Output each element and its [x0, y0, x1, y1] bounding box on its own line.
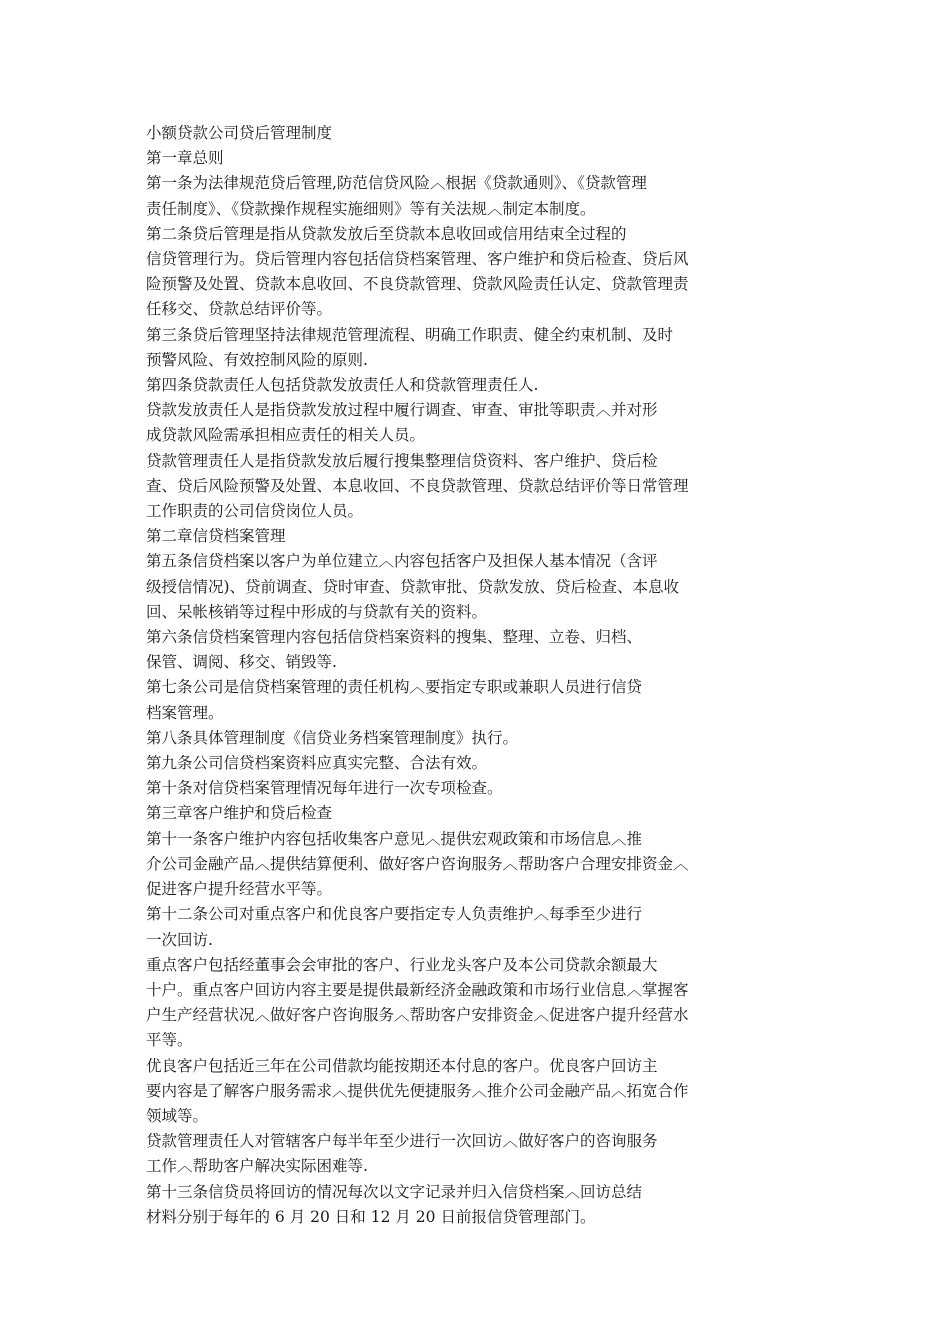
text-line: 贷款管理责任人是指贷款发放后履行搜集整理信贷资料、客户维护、贷后检 — [146, 451, 658, 470]
paragraph — [146, 549, 746, 625]
paragraph — [146, 1054, 746, 1130]
text-line: 优良客户包括近三年在公司借款均能按期还本付息的客户。优良客户回访主 — [146, 1056, 658, 1075]
paragraph — [146, 449, 746, 525]
paragraph — [146, 524, 746, 549]
text-line: 贷款管理责任人对管辖客户每半年至少进行一次回访︿做好客户的咨询服务 — [146, 1132, 658, 1151]
text-line: 平等。 — [146, 1031, 193, 1050]
text-line: 第八条具体管理制度《信贷业务档案管理制度》执行。 — [146, 728, 519, 747]
paragraph — [146, 625, 746, 675]
paragraph — [146, 902, 746, 952]
text-line: 档案管理。 — [146, 703, 224, 722]
text-line: 重点客户包括经董事会会审批的客户、行业龙头客户及本公司贷款余额最大 — [146, 955, 658, 974]
document-body — [146, 121, 746, 1230]
text-line: 贷款发放责任人是指贷款发放过程中履行调查、审查、审批等职责︿并对形 — [146, 401, 658, 420]
text-line: 小额贷款公司贷后管理制度 — [146, 124, 333, 142]
paragraph — [146, 323, 746, 373]
text-line: 第九条公司信贷档案资料应真实完整、合法有效。 — [146, 754, 488, 773]
paragraph — [146, 222, 746, 323]
document-title — [146, 121, 746, 146]
text-line: 责任制度》、《贷款操作规程实施细则》等有关法规︿制定本制度。 — [146, 199, 596, 218]
text-line: 领域等。 — [146, 1106, 209, 1125]
text-line: 第一条为法律规范贷后管理,防范信贷风险︿根据《贷款通则》、《贷款管理 — [146, 174, 647, 193]
text-line: 一次回访. — [146, 930, 213, 949]
text-line: 第十三条信贷员将回访的情况每次以文字记录并归入信贷档案︿回访总结 — [146, 1182, 643, 1201]
text-line: 工作职责的公司信贷岗位人员。 — [146, 502, 364, 521]
text-line: 第二章信贷档案管理 — [146, 527, 286, 546]
text-line: 查、贷后风险预警及处置、本息收回、不良贷款管理、贷款总结评价等日常管理 — [146, 476, 689, 495]
text-line: 促进客户提升经营水平等。 — [146, 880, 333, 899]
paragraph — [146, 1180, 746, 1230]
paragraph — [146, 146, 746, 171]
text-line: 第十一条客户维护内容包括收集客户意见︿提供宏观政策和市场信息︿推 — [146, 829, 643, 848]
paragraph — [146, 827, 746, 903]
paragraph — [146, 726, 746, 751]
text-line: 第六条信贷档案管理内容包括信贷档案资料的搜集、整理、立卷、归档、 — [146, 628, 643, 647]
text-line: 材料分别于每年的 6 月 20 日和 12 月 20 日前报信贷管理部门。 — [146, 1207, 596, 1226]
text-line: 第十条对信贷档案管理情况每年进行一次专项检查。 — [146, 779, 503, 798]
text-line: 险预警及处置、贷款本息收回、不良贷款管理、贷款风险责任认定、贷款管理责 — [146, 275, 689, 294]
text-line: 第四条贷款责任人包括贷款发放责任人和贷款管理责任人. — [146, 376, 539, 395]
text-line: 工作︿帮助客户解决实际困难等. — [146, 1157, 368, 1176]
text-line: 保管、调阅、移交、销毁等. — [146, 653, 337, 672]
text-line: 要内容是了解客户服务需求︿提供优先便捷服务︿推介公司金融产品︿拓宽合作 — [146, 1081, 689, 1100]
text-line: 第三条贷后管理坚持法律规范管理流程、明确工作职责、健全约束机制、及时 — [146, 325, 674, 344]
text-line: 第一章总则 — [146, 149, 224, 168]
paragraph — [146, 776, 746, 801]
text-line: 第十二条公司对重点客户和优良客户要指定专人负责维护︿每季至少进行 — [146, 905, 643, 924]
text-line: 第二条贷后管理是指从贷款发放后至贷款本息收回或信用结束全过程的 — [146, 224, 627, 243]
text-line: 成贷款风险需承担相应责任的相关人员。 — [146, 426, 426, 445]
paragraph — [146, 801, 746, 826]
text-line: 户生产经营状况︿做好客户咨询服务︿帮助客户安排资金︿促进客户提升经营水 — [146, 1006, 689, 1025]
text-line: 第七条公司是信贷档案管理的责任机构︿要指定专职或兼职人员进行信贷 — [146, 678, 643, 697]
text-line: 任移交、贷款总结评价等。 — [146, 300, 333, 319]
text-line: 第三章客户维护和贷后检查 — [146, 804, 333, 823]
text-line: 预警风险、有效控制风险的原则. — [146, 350, 368, 369]
text-line: 级授信情况)、贷前调查、贷时审查、贷款审批、贷款发放、贷后检查、本息收 — [146, 577, 680, 596]
paragraph — [146, 751, 746, 776]
paragraph — [146, 953, 746, 1054]
paragraph — [146, 171, 746, 221]
text-line: 第五条信贷档案以客户为单位建立︿内容包括客户及担保人基本情况（含评 — [146, 552, 658, 571]
paragraph — [146, 675, 746, 725]
text-line: 回、呆帐核销等过程中形成的与贷款有关的资料。 — [146, 602, 488, 621]
paragraph — [146, 398, 746, 448]
paragraph — [146, 373, 746, 398]
text-line: 十户。重点客户回访内容主要是提供最新经济金融政策和市场行业信息︿掌握客 — [146, 980, 689, 999]
text-line: 介公司金融产品︿提供结算便利、做好客户咨询服务︿帮助客户合理安排资金︿ — [146, 854, 689, 873]
text-line: 信贷管理行为。贷后管理内容包括信贷档案管理、客户维护和贷后检查、贷后风 — [146, 250, 689, 269]
paragraph — [146, 1129, 746, 1179]
